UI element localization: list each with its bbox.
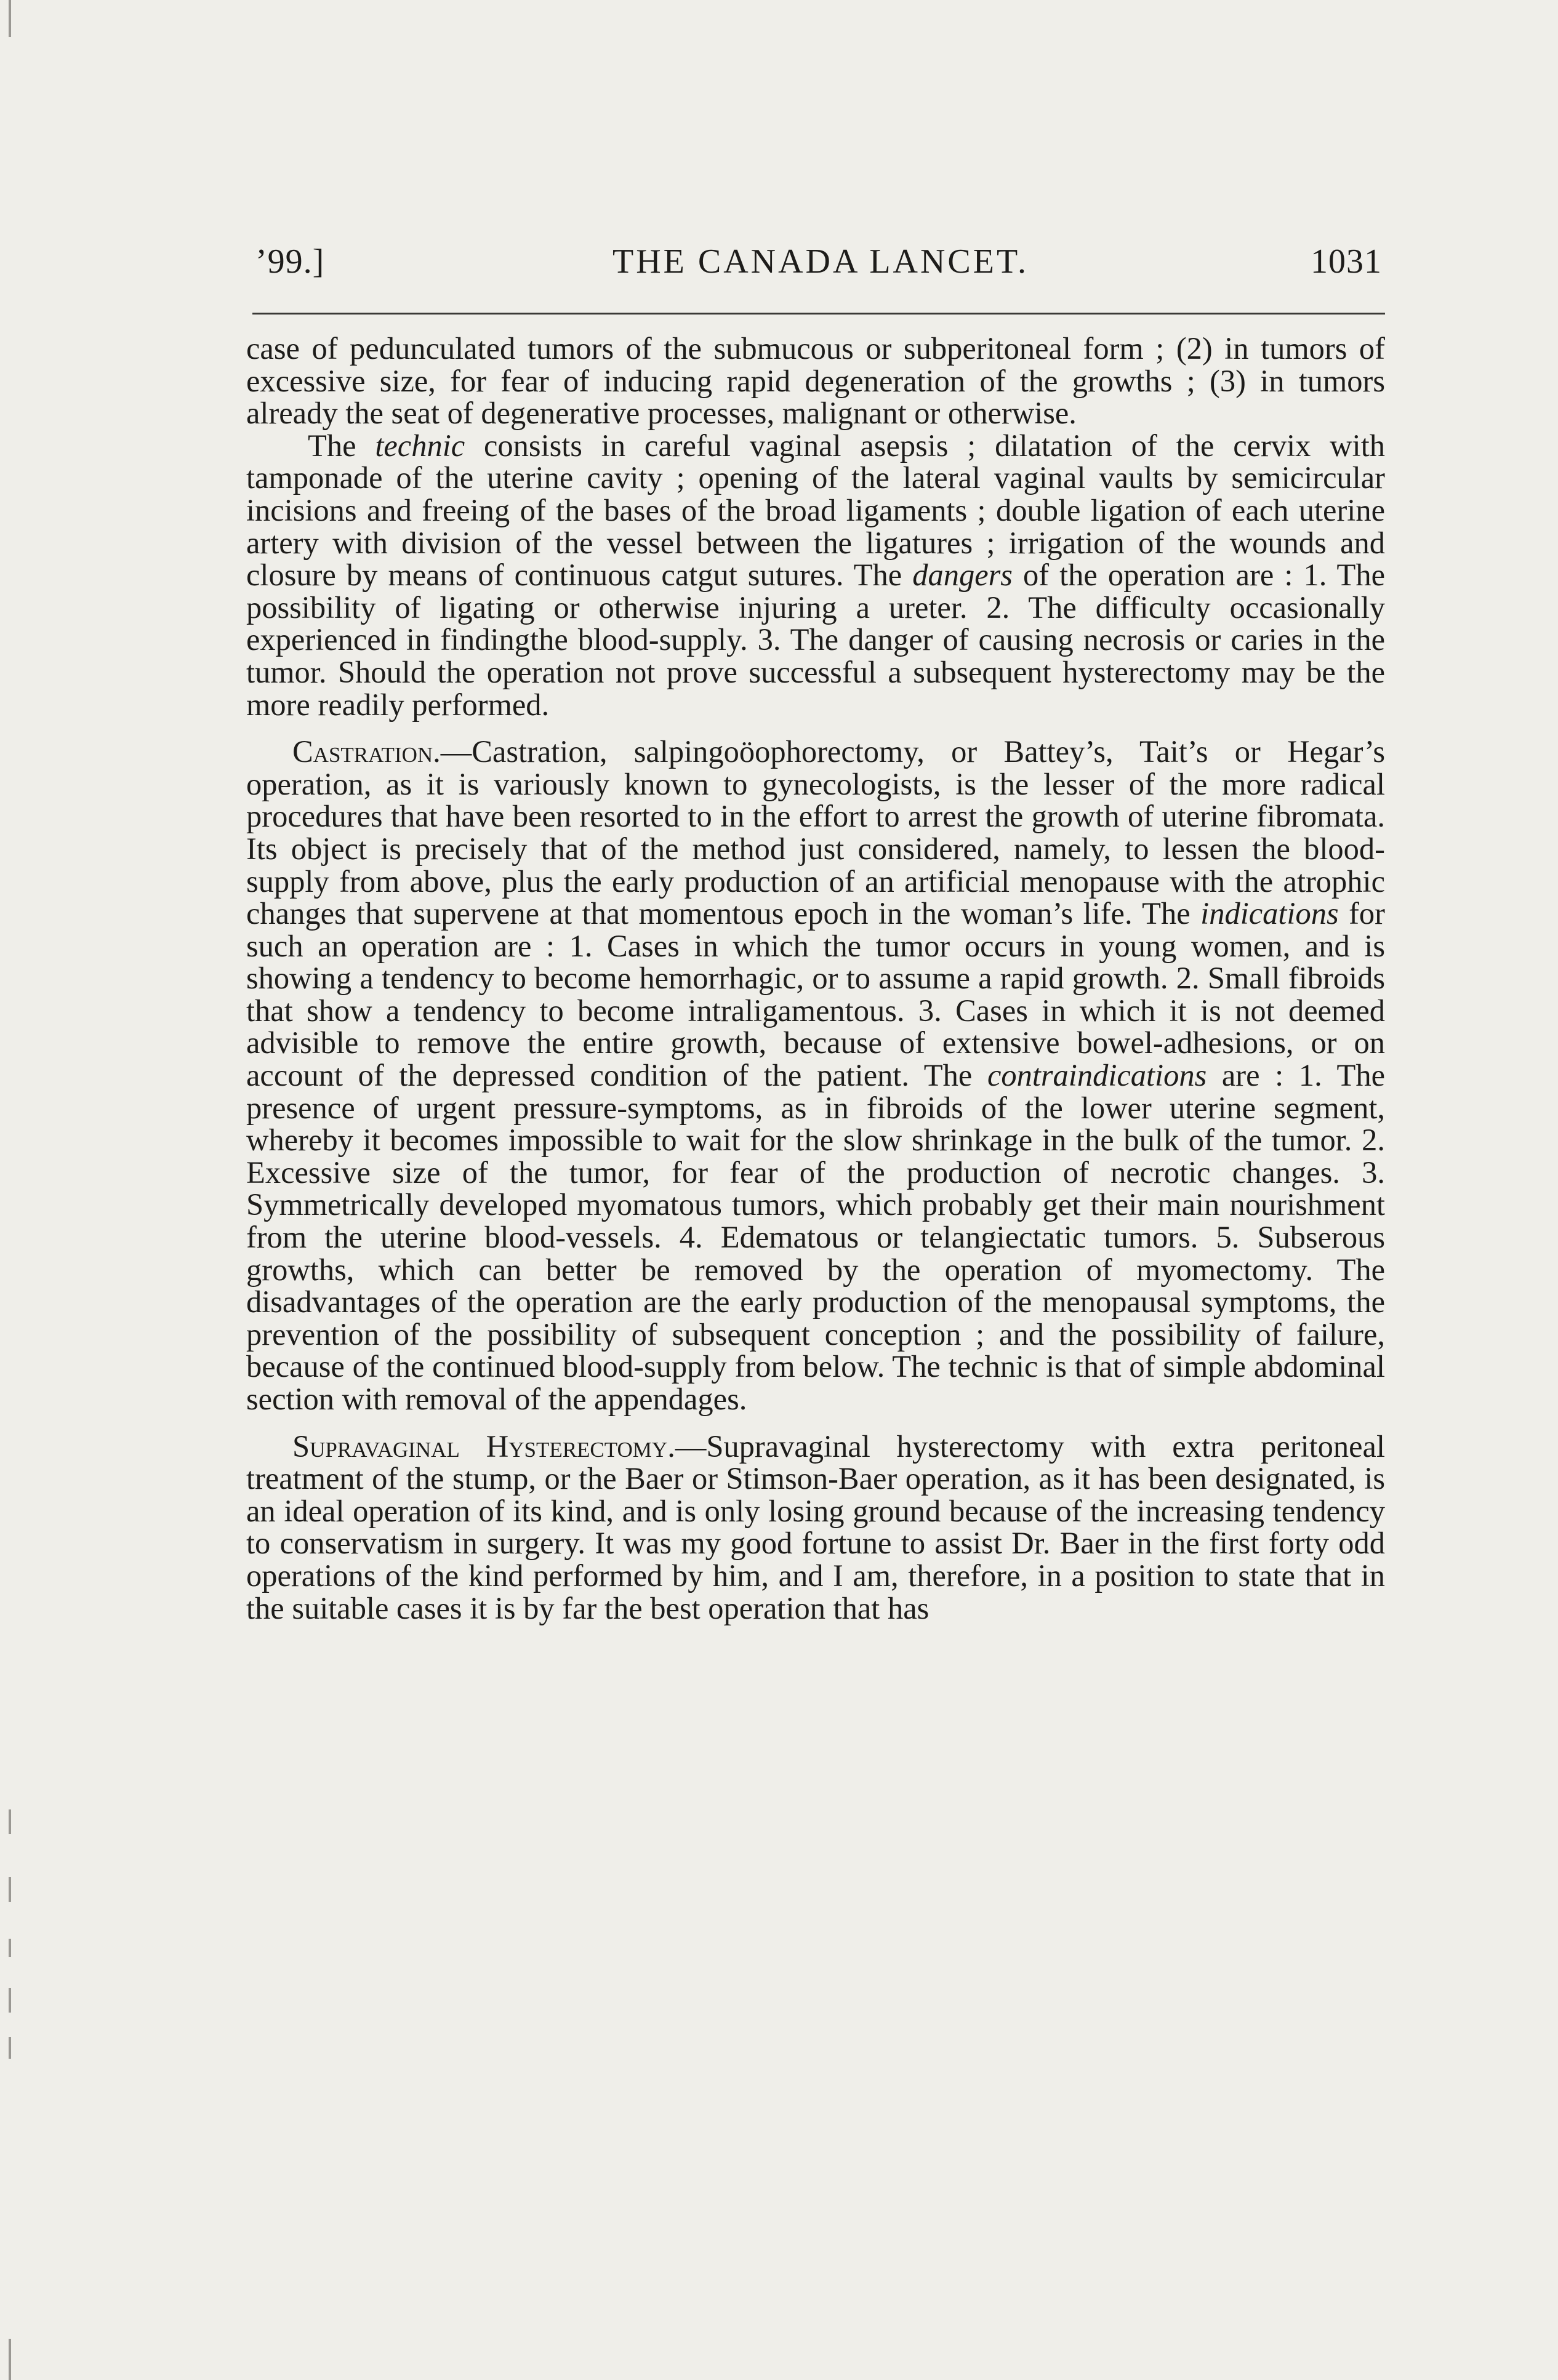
paragraph-technic: The technic consists in careful vaginal asepsis ; dilatation of the cervix with tamponade of the uterine cavity ; opening of the lateral vaginal vaults by semicircular incisions and freeing of the bases of the broad ligaments ; double ligation of each uterine artery with division of the vessel between the ligatures ; irrigation of the wounds and closure by means of continuous catgut sutures. The dangers of the operation are : 1. The possibility of ligating or otherwise injuring a ureter. 2. The difficulty occasionally experienced in findingthe blood-supply. 3. The danger of causing necrosis or caries in the tumor. Should the operation not prove successful a subsequent hysterectomy may be the more readily performed.	[246, 428, 1386, 722]
margin-mark	[9, 0, 11, 37]
margin-mark	[9, 1939, 11, 1957]
header-rule	[252, 313, 1385, 315]
running-header	[255, 242, 1382, 291]
header-year: ’99.]	[255, 242, 325, 281]
journal-title: THE CANADA LANCET.	[612, 242, 1029, 281]
margin-mark	[9, 2037, 11, 2059]
section-heading-castration: Castration	[292, 734, 433, 769]
margin-mark	[9, 1988, 11, 2013]
paragraph-castration: Castration.—Castration, salpingoöophorectomy, or Battey’s, Tait’s or Hegar’s operation, as it is variously known to gynecologists, is the lesser of the more radical procedures that have been resorted to in the effort to arrest the growth of uterine fibromata. Its object is precisely that of the method just considered, namely, to lessen the blood-supply from above, plus the early production of an artificial menopause with the atrophic changes that supervene at that momentous epoch in the woman’s life. The indications for such an operation are : 1. Cases in which the tumor occurs in young women, and is showing a tendency to become hemorrhagic, or to assume a rapid growth. 2. Small fibroids that show a tendency to become intraligamentous. 3. Cases in which it is not deemed advisible to remove the entire growth, because of extensive bowel-adhesions, or on account of the depressed condition of the patient. The contraindications are : 1. The presence of urgent pressure-symptoms, as in fibroids of the lower uterine segment, whereby it becomes impossible to wait for the slow shrinkage in the bulk of the tumor. 2. Excessive size of the tumor, for fear of the production of necrotic changes. 3. Symmetrically developed myomatous tumors, which probably get their main nourishment from the uterine blood-vessels. 4. Edematous or telangiectatic tumors. 5. Subserous growths, which can better be removed by the operation of myomectomy. The disadvantages of the operation are the early production of the menopausal symptoms, the prevention of the possibility of subsequent conception ; and the possibility of failure, because of the continued blood-supply from below. The technic is that of simple abdominal section with removal of the appendages.	[246, 734, 1385, 1416]
margin-mark	[9, 1809, 11, 1834]
article-body	[246, 332, 1385, 1624]
section-heading-supravaginal: Supravaginal Hysterectomy	[292, 1428, 668, 1464]
scan-margin-marks	[4, 0, 16, 2380]
paragraph-supravaginal-hysterectomy: Supravaginal Hysterectomy.—Supravaginal hysterectomy with extra peritoneal treatment of the stump, or the Baer or Stimson-Baer operation, as it has been designated, is an ideal operation of its kind, and is only losing ground because of the increasing tendency to conservatism in surgery. It was my good fortune to assist Dr. Baer in the first forty odd operations of the kind performed by him, and I am, therefore, in a position to state that in the suitable cases it is by far the best operation that has	[246, 1428, 1385, 1625]
margin-mark	[9, 1877, 11, 1902]
paragraph-continuation: case of pedunculated tumors of the submucous or subperitoneal form ; (2) in tumors of excessive size, for fear of inducing rapid degeneration of the growths ; (3) in tumors already the seat of degenerative processes, malignant or otherwise.	[246, 331, 1385, 431]
margin-mark	[9, 2339, 11, 2380]
page-number: 1031	[1311, 242, 1382, 281]
